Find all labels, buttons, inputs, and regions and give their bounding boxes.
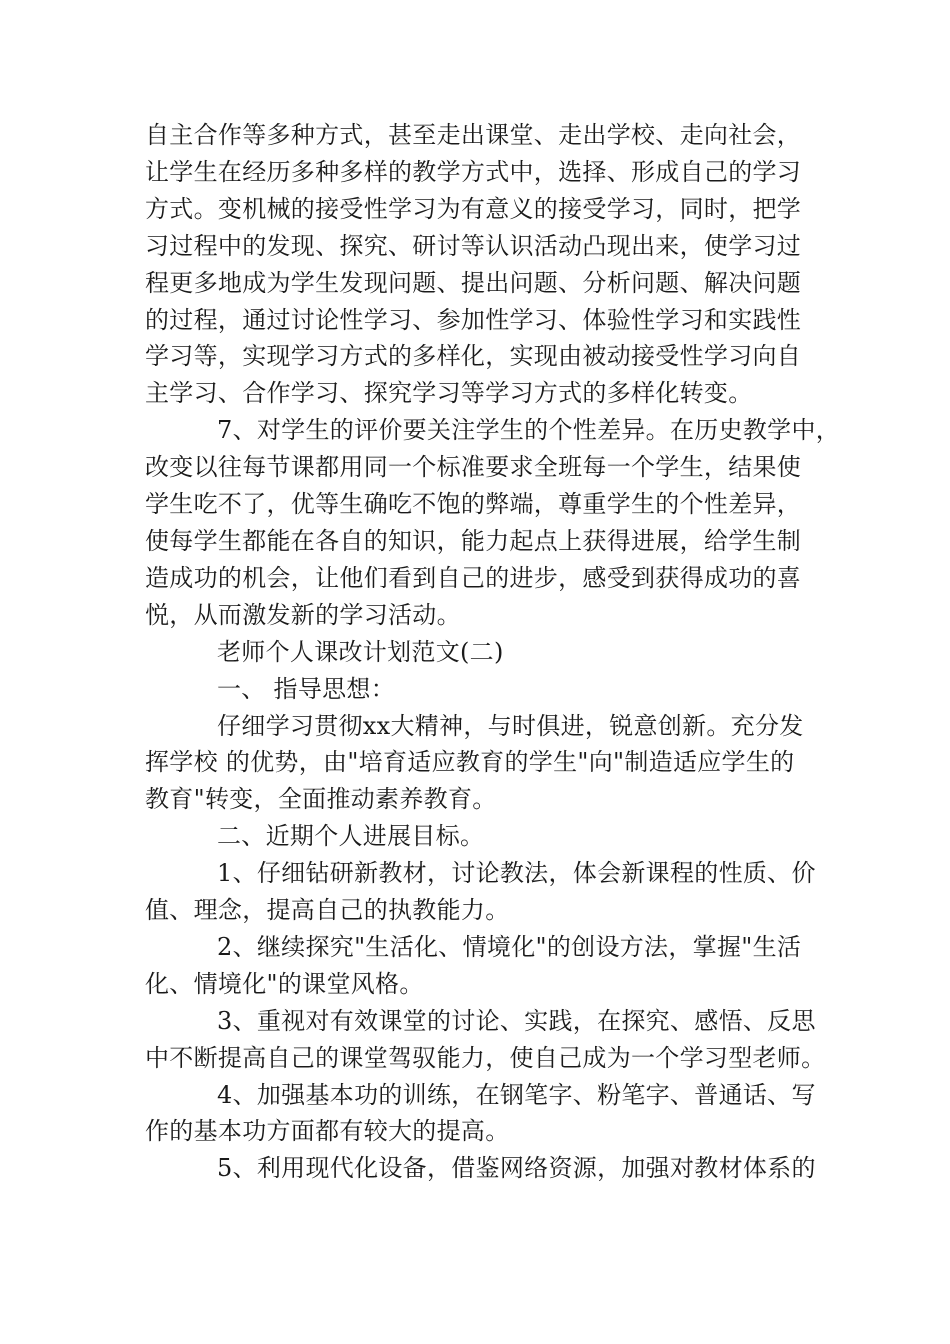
text-line: 7、对学生的评价要关注学生的个性差异。在历史教学中， [217,416,841,445]
paragraph-goal-4 [145,1077,816,1151]
text-line: 值、理念，提高自己的执教能力。 [145,896,510,925]
text-line: 使每学生都能在各自的知识，能力起点上获得进展，给学生制 [145,526,802,555]
text-line: 主学习、合作学习、探究学习等学习方式的多样化转变。 [145,379,753,408]
text-line: 仔细学习贯彻xx大精神，与时俱进，锐意创新。充分发 [217,711,804,740]
paragraph-section-2 [145,818,805,855]
paragraph-guiding [145,708,805,819]
text-line: 习过程中的发现、探究、研讨等认识活动凸现出来，使学习过 [145,231,802,260]
paragraph-goal-1 [145,855,816,929]
text-line: 造成功的机会，让他们看到自己的进步，感受到获得成功的喜 [145,563,802,592]
text-line: 悦，从而激发新的学习活动。 [145,600,461,629]
text-line: 让学生在经历多种多样的教学方式中，选择、形成自己的学习 [145,157,802,186]
text-line: 作的基本功方面都有较大的提高。 [145,1117,510,1146]
text-line: 2、继续探究"生活化、情境化"的创设方法，掌握"生活 [217,932,802,961]
paragraph-goal-2 [145,929,805,1003]
text-line: 的过程，通过讨论性学习、参加性学习、体验性学习和实践性 [145,305,802,334]
paragraph-continuation [145,117,805,412]
text-line: 改变以往每节课都用同一个标准要求全班每一个学生，结果使 [145,453,802,482]
text-line: 学习等，实现学习方式的多样化，实现由被动接受性学习向自 [145,342,802,371]
paragraph-goal-3 [145,1003,826,1077]
text-line: 二、近期个人进展目标。 [217,822,485,851]
text-line: 4、加强基本功的训练，在钢笔字、粉笔字、普通话、写 [217,1080,816,1109]
text-line: 老师个人课改计划范文(二) [217,637,504,666]
text-line: 挥学校 的优势，由"培育适应教育的学生"向"制造适应学生的 [145,748,795,777]
paragraph-item-7 [145,412,841,633]
text-line: 一、 指导思想： [217,674,396,703]
text-line: 化、情境化"的课堂风格。 [145,969,424,998]
document-body [145,117,841,1187]
paragraph-goal-5 [145,1150,816,1187]
text-line: 中不断提高自己的课堂驾驭能力，使自己成为一个学习型老师。 [145,1043,826,1072]
text-line: 自主合作等多种方式，甚至走出课堂、走出学校、走向社会， [145,121,802,149]
text-line: 教育"转变，全面推动素养教育。 [145,785,497,814]
text-line: 5、利用现代化设备，借鉴网络资源，加强对教材体系的 [217,1154,816,1183]
text-line: 学生吃不了，优等生确吃不饱的弊端，尊重学生的个性差异， [145,490,802,519]
text-line: 程更多地成为学生发现问题、提出问题、分析问题、解决问题 [145,268,802,297]
text-line: 方式。变机械的接受性学习为有意义的接受学习，同时，把学 [145,194,802,223]
text-line: 1、仔细钻研新教材，讨论教法，体会新课程的性质、价 [217,859,816,888]
paragraph-section-1 [145,671,805,708]
paragraph-title-2 [145,634,805,671]
text-line: 3、重视对有效课堂的讨论、实践，在探究、感悟、反思 [217,1006,816,1035]
